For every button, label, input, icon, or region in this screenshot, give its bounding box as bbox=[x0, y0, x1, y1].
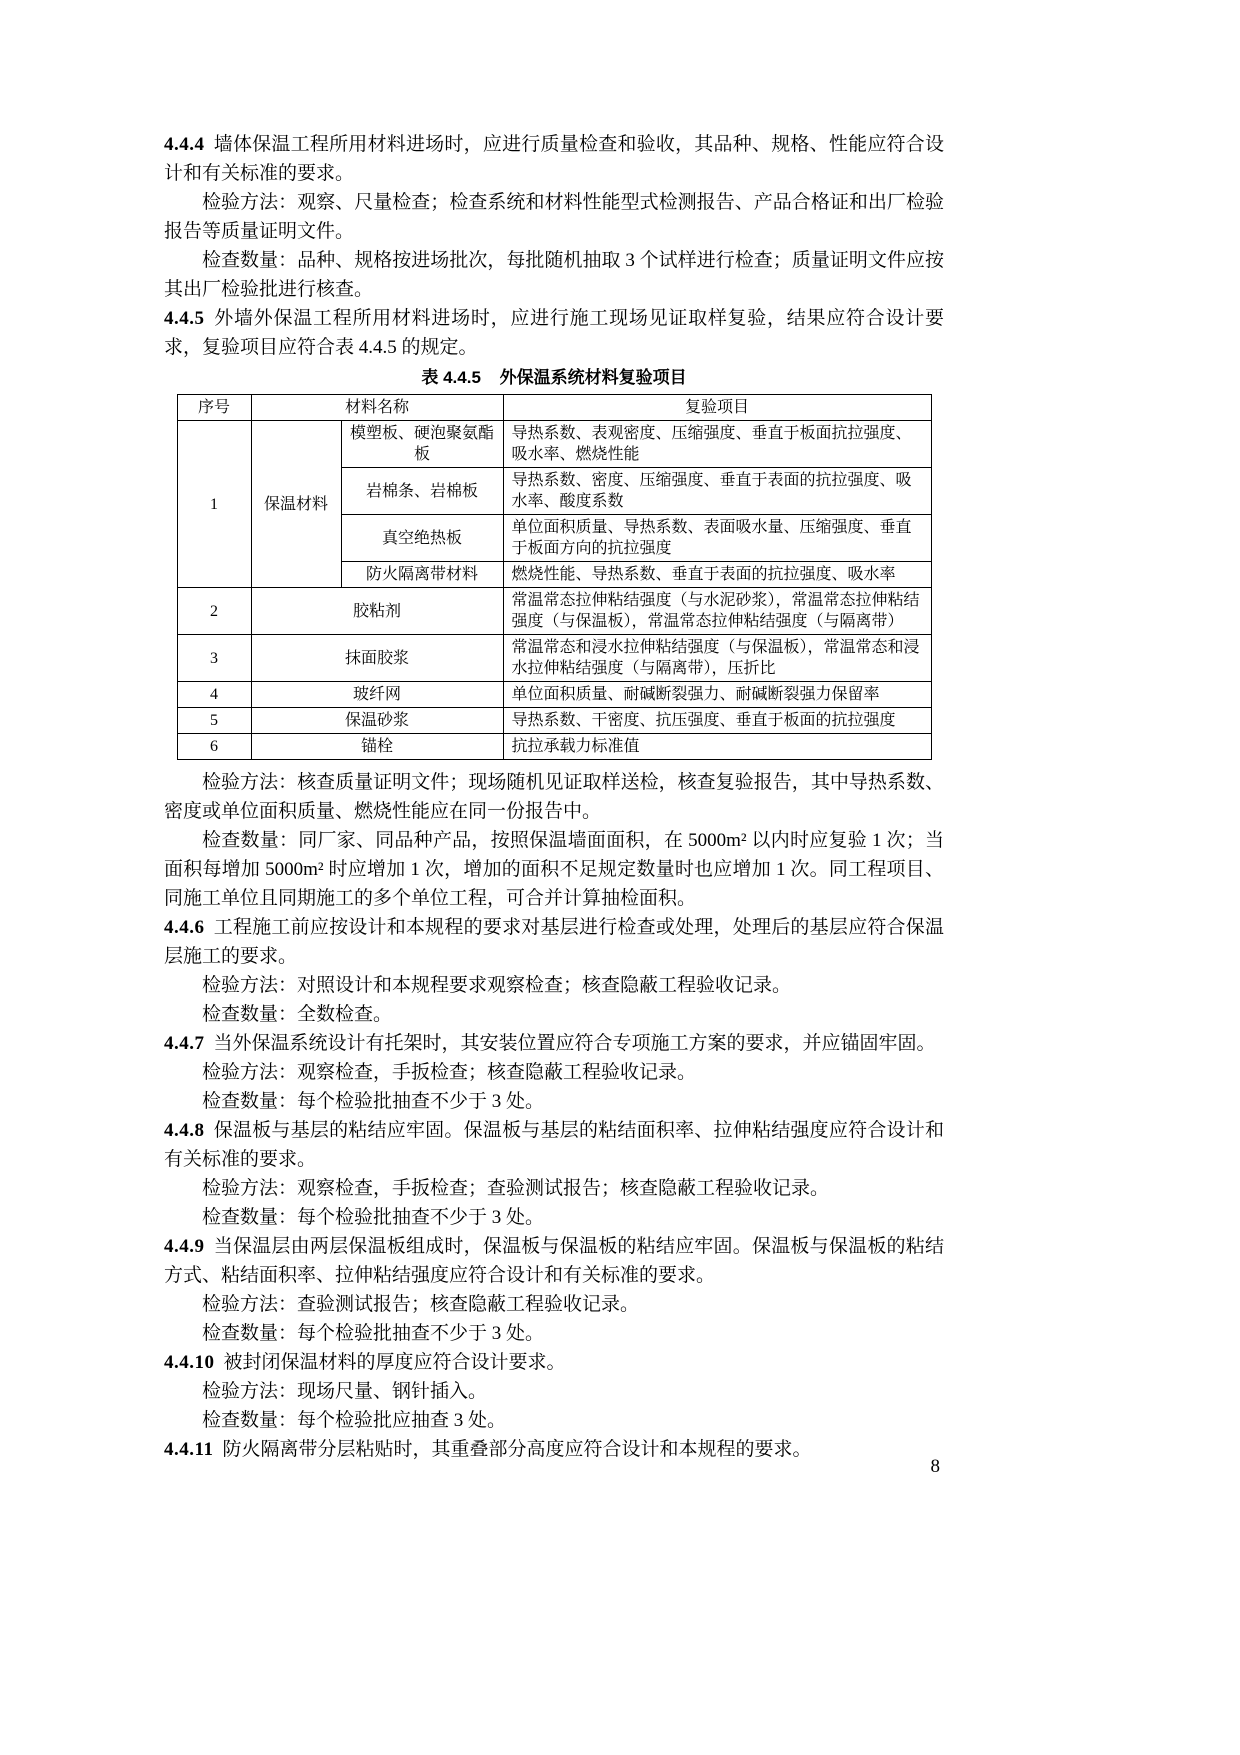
method-paragraph: 检验方法：核查质量证明文件；现场随机见证取样送检，核查复验报告，其中导热系数、密度或单位面积质量、燃烧性能应在同一份报告中。 bbox=[164, 772, 944, 822]
section-4-4-6 bbox=[164, 913, 944, 971]
method-paragraph: 检验方法：现场尺量、钢针插入。 bbox=[202, 1381, 488, 1402]
section-text: 当外保温系统设计有托架时，其安装位置应符合专项施工方案的要求，并应锚固牢固。 bbox=[213, 1033, 936, 1054]
section-number: 4.4.5 bbox=[164, 308, 205, 329]
header-items: 复验项目 bbox=[503, 395, 931, 421]
cell-material: 防火隔离带材料 bbox=[341, 562, 503, 588]
page-number: 8 bbox=[930, 1456, 940, 1477]
cell-index: 3 bbox=[177, 635, 251, 682]
table-row bbox=[177, 682, 931, 708]
section-4-4-7 bbox=[164, 1029, 944, 1058]
table-row bbox=[177, 421, 931, 468]
section-text: 工程施工前应按设计和本规程的要求对基层进行检查或处理，处理后的基层应符合保温层施工的要求。 bbox=[164, 917, 944, 967]
table-caption bbox=[164, 364, 944, 391]
table-caption-label: 表 4.4.5 bbox=[421, 368, 481, 387]
cell-index: 2 bbox=[177, 588, 251, 635]
section-number: 4.4.11 bbox=[164, 1439, 214, 1460]
cell-material: 岩棉条、岩棉板 bbox=[341, 468, 503, 515]
table-header-row bbox=[177, 395, 931, 421]
table-row bbox=[177, 734, 931, 760]
section-4-4-9 bbox=[164, 1232, 944, 1290]
method-paragraph: 检验方法：观察、尺量检查；检查系统和材料性能型式检测报告、产品合格证和出厂检验报告等质量证明文件。 bbox=[164, 192, 944, 242]
section-4-4-4 bbox=[164, 130, 944, 188]
section-text: 当保温层由两层保温板组成时，保温板与保温板的粘结应牢固。保温板与保温板的粘结方式、粘结面积率、拉伸粘结强度应符合设计和有关标准的要求。 bbox=[164, 1236, 944, 1286]
cell-material: 保温砂浆 bbox=[251, 708, 503, 734]
quantity-paragraph: 检查数量：全数检查。 bbox=[202, 1004, 393, 1025]
quantity-paragraph: 检查数量：品种、规格按进场批次，每批随机抽取 3 个试样进行检查；质量证明文件应按其出厂检验批进行核查。 bbox=[164, 250, 944, 300]
cell-items: 单位面积质量、导热系数、表面吸水量、压缩强度、垂直于板面方向的抗拉强度 bbox=[503, 515, 931, 562]
method-paragraph: 检验方法：观察检查，手扳检查；查验测试报告；核查隐蔽工程验收记录。 bbox=[202, 1178, 830, 1199]
section-text: 外墙外保温工程所用材料进场时，应进行施工现场见证取样复验，结果应符合设计要求，复验项目应符合表 4.4.5 的规定。 bbox=[164, 308, 944, 358]
quantity-paragraph: 检查数量：每个检验批应抽查 3 处。 bbox=[202, 1410, 507, 1431]
quantity-paragraph: 检查数量：每个检验批抽查不少于 3 处。 bbox=[202, 1323, 545, 1344]
section-number: 4.4.7 bbox=[164, 1033, 205, 1054]
section-text: 被封闭保温材料的厚度应符合设计要求。 bbox=[223, 1352, 566, 1373]
cell-index: 6 bbox=[177, 734, 251, 760]
cell-items: 导热系数、密度、压缩强度、垂直于表面的抗拉强度、吸水率、酸度系数 bbox=[503, 468, 931, 515]
section-number: 4.4.4 bbox=[164, 134, 205, 155]
cell-items: 导热系数、干密度、抗压强度、垂直于板面的抗拉强度 bbox=[503, 708, 931, 734]
method-paragraph: 检验方法：查验测试报告；核查隐蔽工程验收记录。 bbox=[202, 1294, 640, 1315]
cell-material: 胶粘剂 bbox=[251, 588, 503, 635]
method-paragraph: 检验方法：观察检查，手扳检查；核查隐蔽工程验收记录。 bbox=[202, 1062, 697, 1083]
cell-items: 常温常态和浸水拉伸粘结强度（与保温板），常温常态和浸水拉伸粘结强度（与隔离带），压折比 bbox=[503, 635, 931, 682]
table-row bbox=[177, 708, 931, 734]
table-row bbox=[177, 588, 931, 635]
cell-category: 保温材料 bbox=[251, 421, 341, 588]
cell-material: 抹面胶浆 bbox=[251, 635, 503, 682]
table-caption-title: 外保温系统材料复验项目 bbox=[499, 368, 687, 387]
section-4-4-10 bbox=[164, 1348, 944, 1377]
cell-items: 导热系数、表观密度、压缩强度、垂直于板面抗拉强度、吸水率、燃烧性能 bbox=[503, 421, 931, 468]
cell-material: 玻纤网 bbox=[251, 682, 503, 708]
section-4-4-5 bbox=[164, 304, 944, 362]
quantity-paragraph: 检查数量：每个检验批抽查不少于 3 处。 bbox=[202, 1091, 545, 1112]
cell-material: 锚栓 bbox=[251, 734, 503, 760]
cell-items: 燃烧性能、导热系数、垂直于表面的抗拉强度、吸水率 bbox=[503, 562, 931, 588]
cell-items: 抗拉承载力标准值 bbox=[503, 734, 931, 760]
section-number: 4.4.8 bbox=[164, 1120, 205, 1141]
reinspection-table bbox=[177, 394, 932, 760]
section-number: 4.4.6 bbox=[164, 917, 205, 938]
cell-material: 真空绝热板 bbox=[341, 515, 503, 562]
quantity-paragraph: 检查数量：同厂家、同品种产品，按照保温墙面面积，在 5000m² 以内时应复验 1 次；当面积每增加 5000m² 时应增加 1 次，增加的面积不足规定数量时也应增加 1 次。同工程项目、同施工单位且同期施工的多个单位工程，可合并计算抽检面积。 bbox=[164, 830, 944, 909]
section-text: 墙体保温工程所用材料进场时，应进行质量检查和验收，其品种、规格、性能应符合设计和有关标准的要求。 bbox=[164, 134, 944, 184]
section-text: 保温板与基层的粘结应牢固。保温板与基层的粘结面积率、拉伸粘结强度应符合设计和有关标准的要求。 bbox=[164, 1120, 944, 1170]
cell-material: 模塑板、硬泡聚氨酯板 bbox=[341, 421, 503, 468]
method-paragraph: 检验方法：对照设计和本规程要求观察检查；核查隐蔽工程验收记录。 bbox=[202, 975, 792, 996]
section-number: 4.4.10 bbox=[164, 1352, 215, 1373]
cell-index: 4 bbox=[177, 682, 251, 708]
header-index: 序号 bbox=[177, 395, 251, 421]
cell-items: 单位面积质量、耐碱断裂强力、耐碱断裂强力保留率 bbox=[503, 682, 931, 708]
cell-index: 1 bbox=[177, 421, 251, 588]
section-4-4-8 bbox=[164, 1116, 944, 1174]
header-material: 材料名称 bbox=[251, 395, 503, 421]
cell-items: 常温常态拉伸粘结强度（与水泥砂浆），常温常态拉伸粘结强度（与保温板），常温常态拉伸粘结强度（与隔离带） bbox=[503, 588, 931, 635]
table-row bbox=[177, 635, 931, 682]
section-number: 4.4.9 bbox=[164, 1236, 205, 1257]
section-4-4-11 bbox=[164, 1435, 944, 1464]
quantity-paragraph: 检查数量：每个检验批抽查不少于 3 处。 bbox=[202, 1207, 545, 1228]
cell-index: 5 bbox=[177, 708, 251, 734]
section-text: 防火隔离带分层粘贴时，其重叠部分高度应符合设计和本规程的要求。 bbox=[222, 1439, 812, 1460]
